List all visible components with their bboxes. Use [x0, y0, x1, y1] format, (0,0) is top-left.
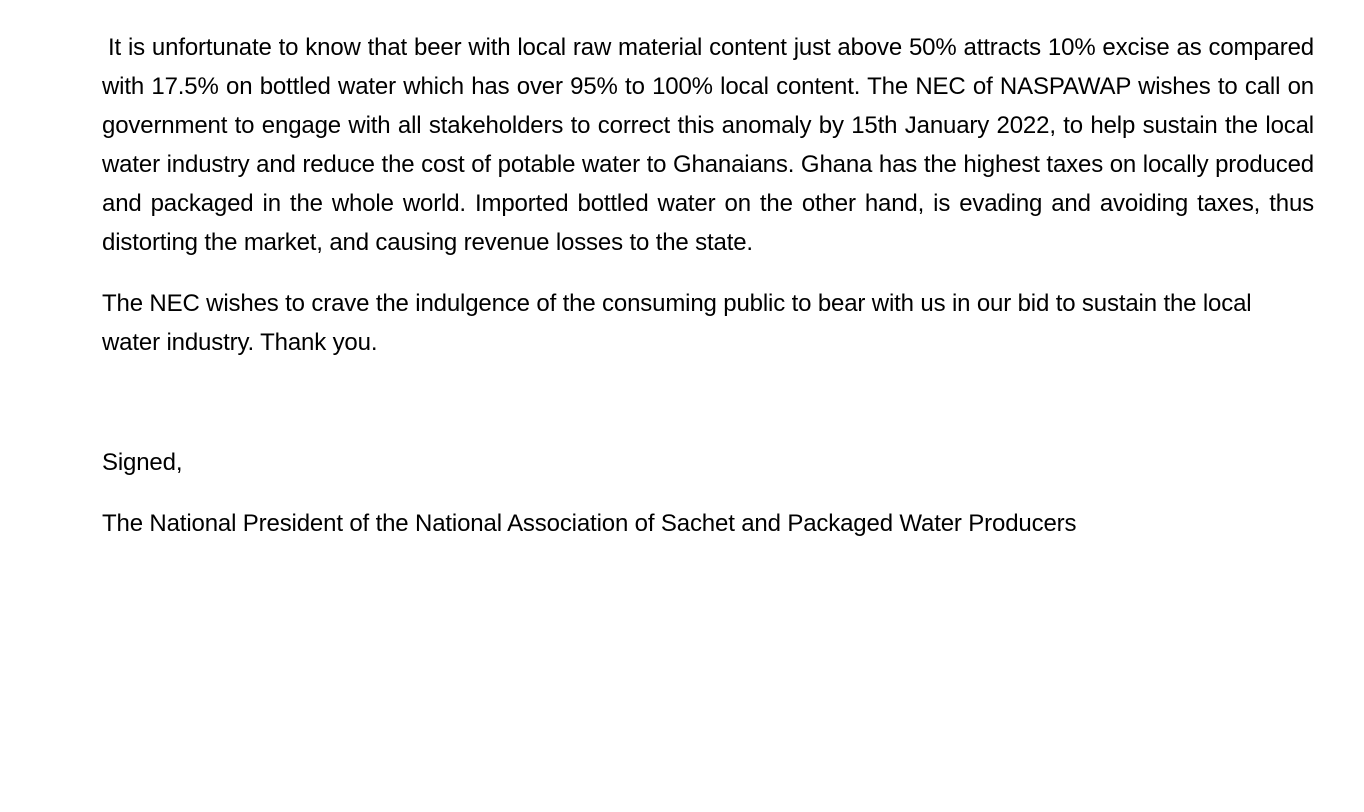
body-paragraph-tax-anomaly: It is unfortunate to know that beer with local raw material content just above 50% attracts 10% excise as compared with 17.5% on bottled water which has over 95% to 100% local content. The NEC of NASPAWAP wishes to call on government to engage with all stakeholders to correct this anomaly by 15th January 2022, to help sustain the local water industry and reduce the cost of potable water to Ghanaians. Ghana has the highest taxes on locally produced and packaged in the whole world. Imported bottled water on the other hand, is evading and avoiding taxes, thus distorting the market, and causing revenue losses to the state. [102, 34, 1314, 256]
document-page [102, 28, 1314, 543]
body-paragraph-public-appeal: The NEC wishes to crave the indulgence of the consuming public to bear with us in our bid to sustain the local water industry. Thank you. [102, 290, 1252, 356]
signatory-title: The National President of the National Association of Sachet and Packaged Water Producers [102, 510, 1077, 537]
closing-signed: Signed, [102, 449, 183, 476]
